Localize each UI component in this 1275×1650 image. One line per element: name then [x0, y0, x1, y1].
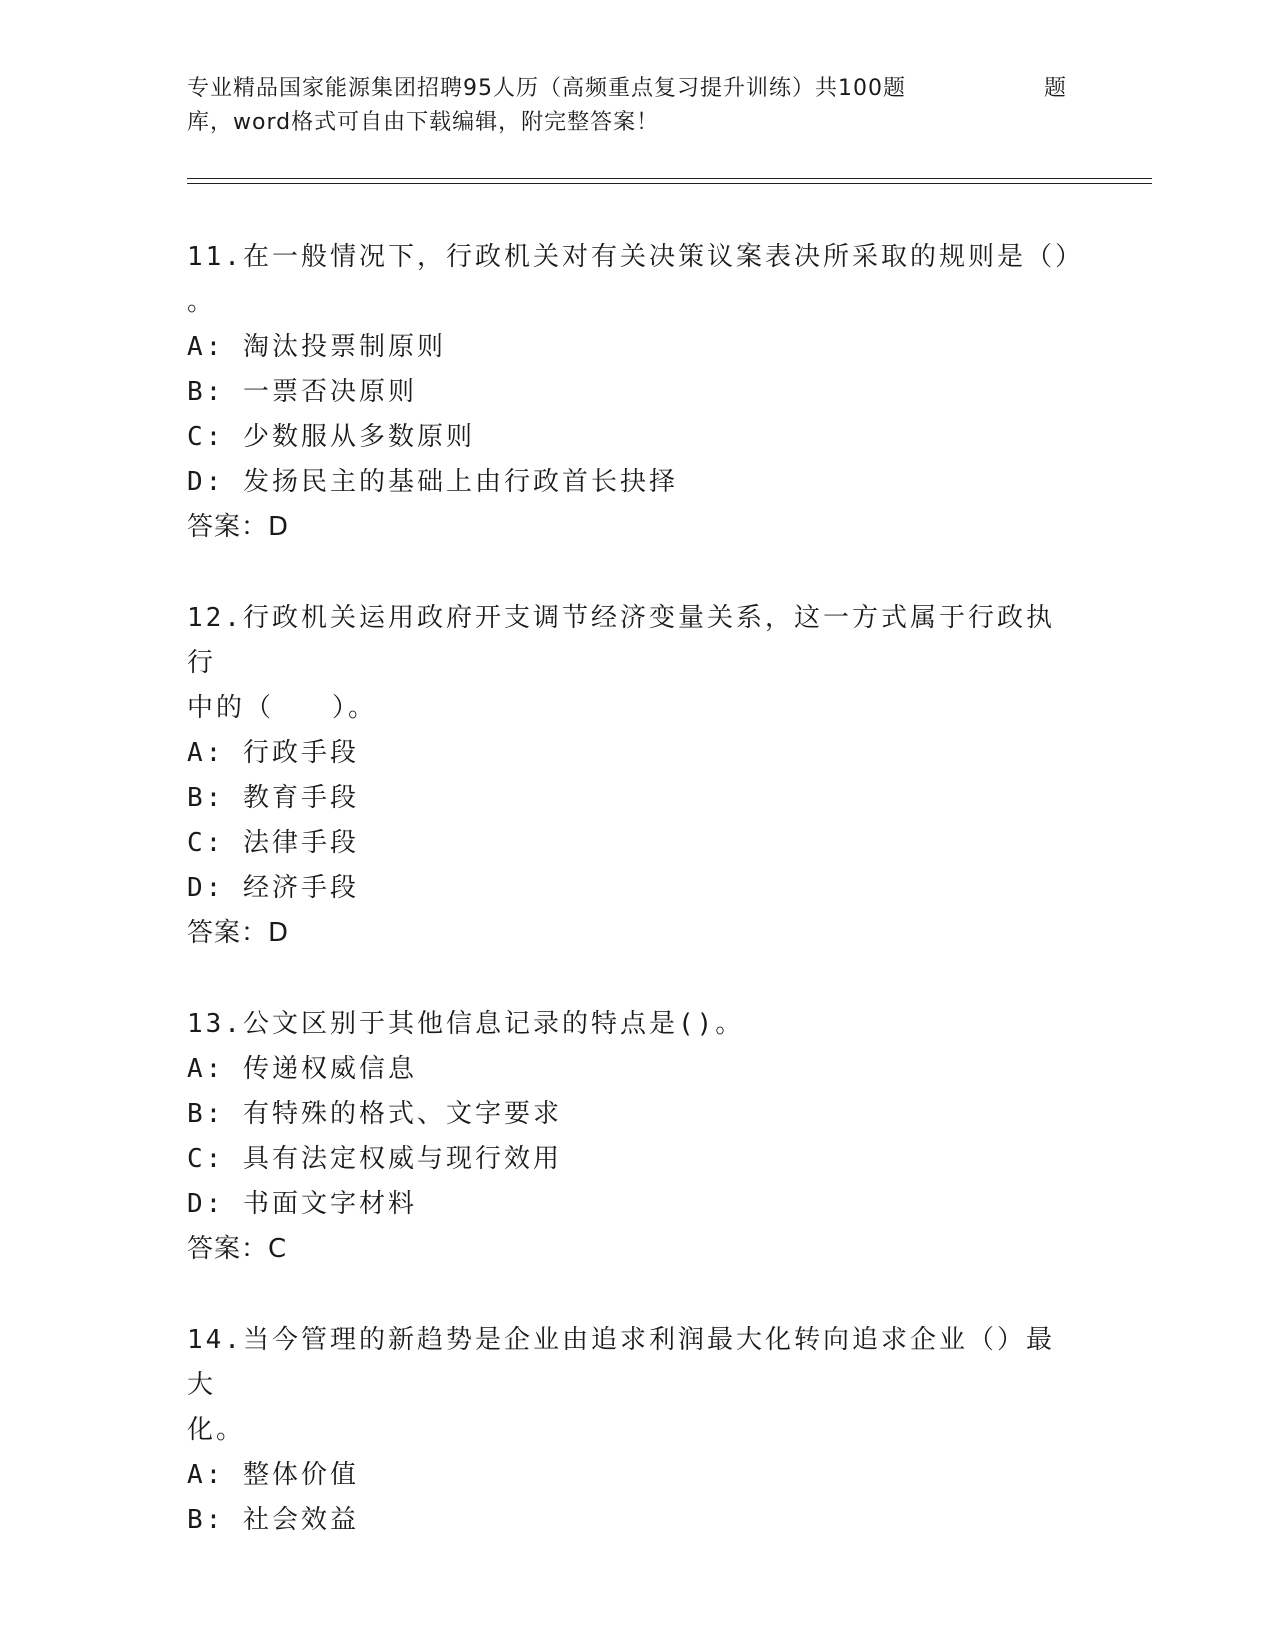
- question-stem-line-1: 14.当今管理的新趋势是企业由追求利润最大化转向追求企业（）最大: [187, 1325, 1055, 1400]
- question-14: [187, 1318, 1077, 1543]
- option-a: A: 淘汰投票制原则: [187, 332, 446, 362]
- answer: 答案：D: [187, 918, 290, 948]
- question-11: [187, 235, 1084, 550]
- question-12: [187, 596, 1077, 956]
- option-a: A: 传递权威信息: [187, 1054, 417, 1084]
- question-stem-line-1: 12.行政机关运用政府开支调节经济变量关系，这一方式属于行政执行: [187, 603, 1055, 678]
- question-stem-line-1: 11.在一般情况下，行政机关对有关决策议案表决所采取的规则是（）: [187, 242, 1084, 272]
- header-line-2: 库，word格式可自由下载编辑，附完整答案！: [187, 110, 660, 135]
- option-c: C: 少数服从多数原则: [187, 422, 475, 452]
- option-b: B: 有特殊的格式、文字要求: [187, 1099, 562, 1129]
- option-d: D: 发扬民主的基础上由行政首长抉择: [187, 467, 678, 497]
- question-list: [187, 235, 1084, 1589]
- option-b: B: 教育手段: [187, 783, 359, 813]
- header-title-main: 专业精品国家能源集团招聘95人历（高频重点复习提升训练）共100题: [187, 76, 906, 101]
- question-stem: [187, 1318, 1077, 1453]
- option-a: A: 整体价值: [187, 1460, 359, 1490]
- question-stem-line-2: 中的（ ）。: [187, 693, 378, 723]
- header-divider-top: [187, 178, 1152, 179]
- option-c: C: 具有法定权威与现行效用: [187, 1144, 562, 1174]
- question-stem-line-1: 13.公文区别于其他信息记录的特点是()。: [187, 1009, 745, 1039]
- question-stem: [187, 235, 1084, 325]
- answer: 答案：C: [187, 1234, 288, 1264]
- answer: 答案：D: [187, 512, 290, 542]
- option-b: B: 社会效益: [187, 1505, 359, 1535]
- header-divider-bottom: [187, 183, 1152, 184]
- document-header: [187, 72, 1067, 140]
- option-d: D: 书面文字材料: [187, 1189, 417, 1219]
- question-stem-line-2: 化。: [187, 1415, 246, 1445]
- question-stem-line-2: 。: [187, 287, 217, 317]
- option-b: B: 一票否决原则: [187, 377, 417, 407]
- header-line-1: [187, 72, 1067, 106]
- option-c: C: 法律手段: [187, 828, 359, 858]
- option-d: D: 经济手段: [187, 873, 359, 903]
- question-stem: [187, 596, 1077, 731]
- question-stem: [187, 1002, 1077, 1047]
- option-a: A: 行政手段: [187, 738, 359, 768]
- question-13: [187, 1002, 1077, 1272]
- header-title-tail: 题: [1044, 76, 1068, 101]
